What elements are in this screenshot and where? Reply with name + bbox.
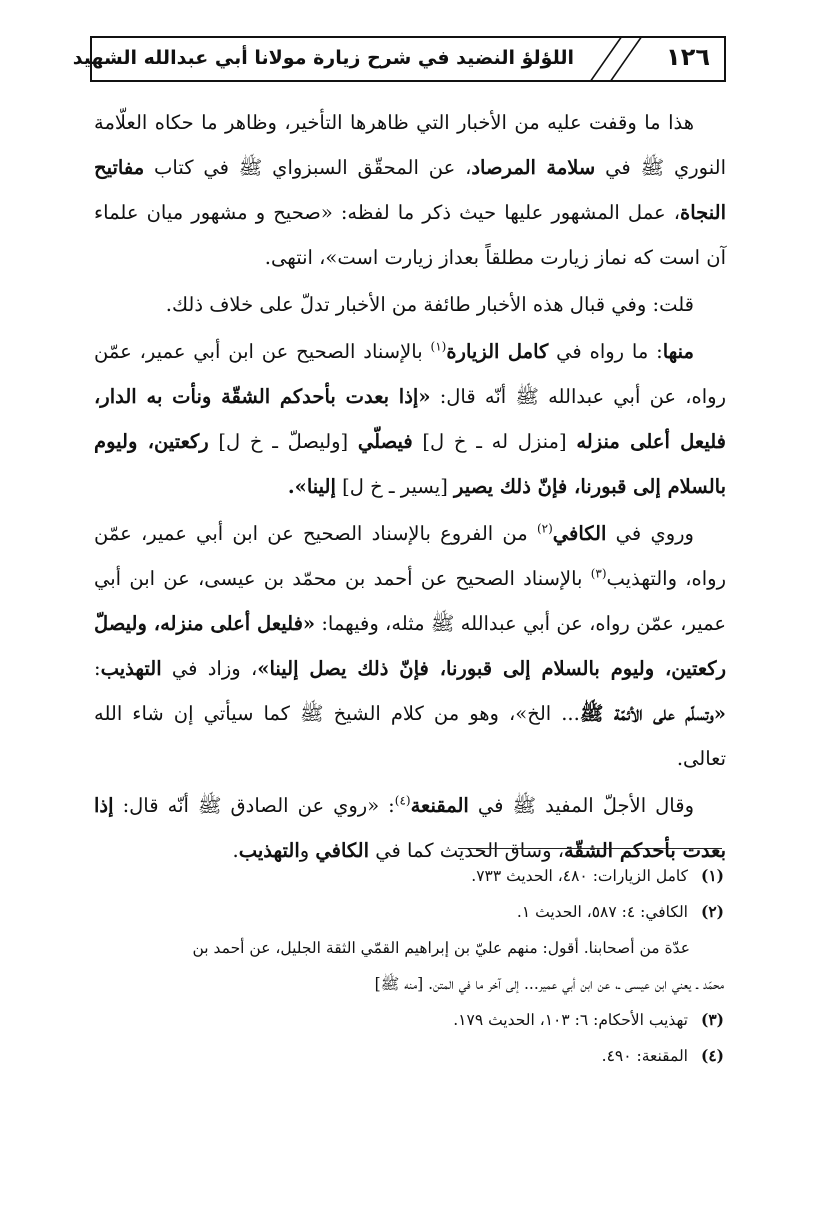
- footnotes: [100, 858, 724, 1074]
- paragraph-4: وروي في الكافي$^{(٢)}$ من الفروع بالإسناد الصحيح عن ابن أبي عمير، عمّن رواه، والتهذيب$^{(٣)}$ بالإسناد الصحيح عن أحمد بن محمّد بن عيسى، عن ابن أبي عمير، عمّن رواه، عن أبي عبدالله ﷺ مثله، وفيهما: «فليعل أعلى منزله، وليصلّ ركعتين، وليوم بالسلام إلى قبورنا، فإنّ ذلك يصل إلينا»، وزاد في التهذيب: «وتسلّم على الأئمّة ﷺ... الخ»، وهو من كلام الشيخ ﷺ كما سيأتي إن شاء الله تعالى.: [94, 521, 727, 770]
- book-title: اللؤلؤ النضيد في شرح زيارة مولانا أبي عبدالله الشهيد: [72, 47, 574, 69]
- hadith-quote: «فليعل أعلى منزله، وليصلّ ركعتين، وليوم بالسلام إلى قبورنا، فإنّ ذلك يصل إلينا»: [94, 612, 726, 680]
- paragraph-5: وقال الأجلّ المفيد ﷺ في المقنعة$^{(٤)}$: «روي عن الصادق ﷺ أنّه قال: إذا بعدت بأحدكم الشقّة، وساق الحديث كما في الكافي والتهذيب.: [94, 793, 726, 862]
- footnote-ref-4: (٤): [394, 793, 411, 808]
- footnote-ref-1: (١): [430, 339, 447, 354]
- running-header: [72, 36, 726, 82]
- paragraph-1: هذا ما وقفت عليه من الأخبار التي ظاهرها التأخير، وظاهر ما حكاه العلّامة النوري ﷺ في سلامة المرصاد، عن المحقّق السبزواي ﷺ في كتاب مفاتيح النجاة، عمل المشهور عليها حيث ذكر ما لفظه: «صحيح و مشهور ميان علماء آن است كه نماز زيارت مطلقاً بعداز زيارت است»، انتهى.: [94, 111, 726, 269]
- footnote-2-note-line-2: محمّد ـ يعني ابن عيسى ـ، عن ابن أبي عمير... إلى آخر ما في المتن. [منه ﷺ]: [374, 975, 724, 993]
- book-name-muqnia: المقنعة: [410, 794, 469, 817]
- header-slash-ornament: [582, 36, 652, 82]
- footnote-ref-2: (٢): [536, 521, 553, 536]
- paragraph-2: قلت: وفي قبال هذه الأخبار طائفة من الأخبار تدلّ على خلاف ذلك.: [165, 293, 694, 316]
- page-number: ١٢٦: [666, 43, 710, 71]
- book-name-mafatih: مفاتيح النجاة: [94, 156, 726, 224]
- footnote-separator: [458, 848, 722, 849]
- main-text: [94, 100, 726, 873]
- book-name-salamat-almirsad: سلامة المرصاد: [471, 156, 596, 179]
- footnote-4: (٤)المقنعة: ٤٩٠.: [601, 1046, 724, 1065]
- footnote-1: (١)كامل الزيارات: ٤٨٠، الحديث ٧٣٣.: [471, 866, 724, 885]
- book-name-kamil: كامل الزيارة: [446, 340, 549, 363]
- footnote-3: (٣)تهذيب الأحكام: ٦: ١٠٣، الحديث ١٧٩.: [453, 1010, 724, 1029]
- footnote-2-note-line-1: عدّة من أصحابنا. أقول: منهم عليّ بن إبراهيم القمّي الثقة الجليل، عن أحمد بن: [192, 939, 690, 957]
- book-name-tahdhib: التهذيب: [100, 657, 162, 680]
- hadith-quote: «إذا بعدت بأحدكم الشقّة ونأت به الدار، فليعل أعلى منزله: [94, 385, 726, 453]
- book-name-kafi: الكافي: [552, 522, 607, 545]
- paragraph-3: منها: ما رواه في كامل الزيارة$^{(١)}$ بالإسناد الصحيح عن ابن أبي عمير، عمّن رواه، عن أبي عبدالله ﷺ أنّه قال: «إذا بعدت بأحدكم الشقّة ونأت به الدار، فليعل أعلى منزله [منزل له ـ خ ل] فيصلّي [وليصلّ ـ خ ل] ركعتين، وليوم بالسلام إلى قبورنا، فإنّ ذلك يصير [يسير ـ خ ل] إلينا».: [94, 339, 727, 498]
- footnote-ref-3: (٣): [590, 566, 607, 581]
- footnote-2: (٢)الكافي: ٤: ٥٨٧، الحديث ١.: [516, 902, 724, 921]
